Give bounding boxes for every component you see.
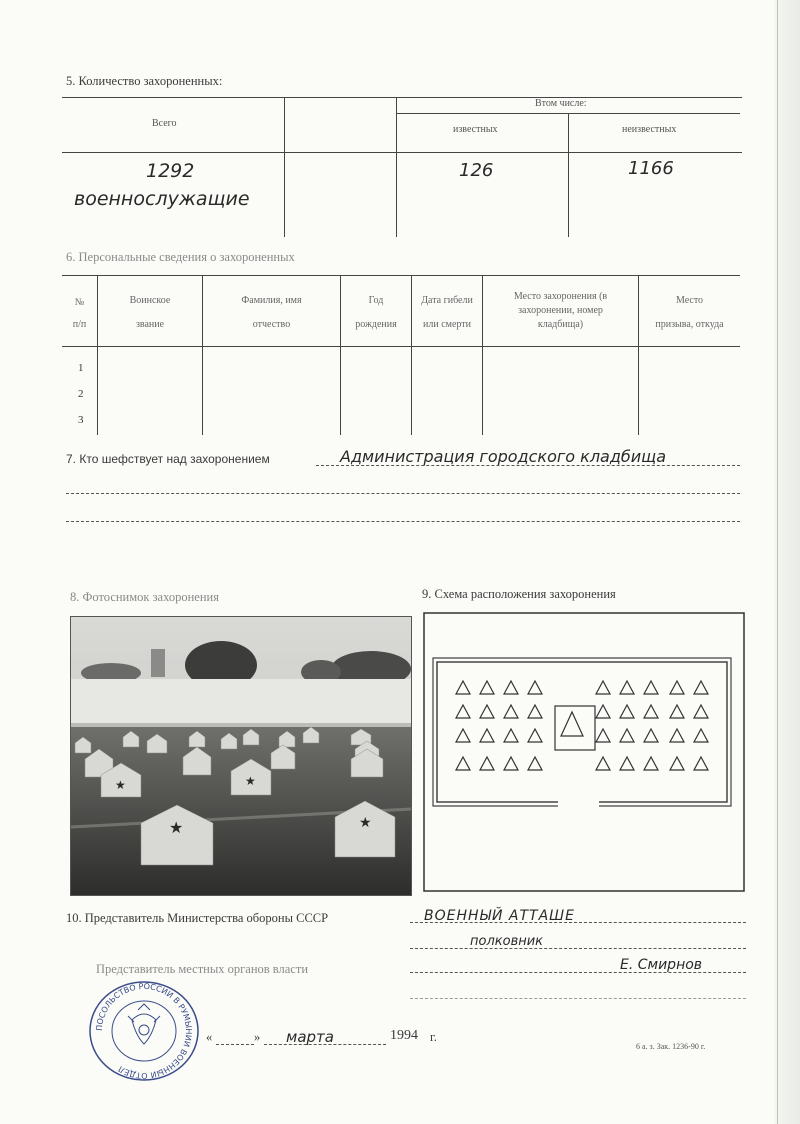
- grave-marker-right-1-2: [644, 705, 658, 718]
- svg-text:★: ★: [359, 815, 372, 831]
- page-edge-line: [777, 0, 778, 1124]
- grave-marker-left-0-0: [456, 681, 470, 694]
- grave-marker-right-2-2: [644, 729, 658, 742]
- known-value: 126: [459, 160, 494, 181]
- burial-layout-scheme: [423, 612, 745, 892]
- grave-marker-left-3-3: [528, 757, 542, 770]
- unknown-value: 1166: [628, 158, 674, 179]
- grave-marker-left-1-3: [528, 705, 542, 718]
- burial-photo-image: [71, 617, 411, 895]
- grave-marker-left-1-1: [480, 705, 494, 718]
- signatory-name: Е. Смирнов: [620, 957, 703, 973]
- total-value: 1292: [146, 160, 195, 182]
- grave-marker-right-2-1: [620, 729, 634, 742]
- col-unknown-header: неизвестных: [622, 124, 677, 135]
- row-number-3: 3: [78, 414, 84, 426]
- grave-marker-right-1-3: [670, 705, 684, 718]
- grave-marker-right-0-3: [670, 681, 684, 694]
- total-note: военнослужащие: [74, 188, 250, 210]
- grave-marker-right-0-2: [644, 681, 658, 694]
- grave-marker-left-0-2: [504, 681, 518, 694]
- grave-marker-left-2-0: [456, 729, 470, 742]
- section7-line-2: [66, 493, 740, 495]
- header-full-name: Фамилия, имя отчество: [241, 295, 302, 330]
- grave-marker-right-1-0: [596, 705, 610, 718]
- grave-marker-right-3-1: [620, 757, 634, 770]
- print-order-code: 6 а. з. Зак. 1236-90 г.: [636, 1042, 706, 1051]
- grave-marker-left-2-3: [528, 729, 542, 742]
- header-number: № п/п: [72, 297, 87, 330]
- grave-marker-right-3-2: [644, 757, 658, 770]
- svg-text:★: ★: [115, 778, 126, 792]
- section10-label: 10. Представитель Министерства обороны СССР: [66, 911, 329, 925]
- grave-marker-left-3-0: [456, 757, 470, 770]
- attache-rank: полковник: [470, 934, 544, 949]
- grave-marker-right-0-4: [694, 681, 708, 694]
- date-quote-close: »: [254, 1030, 261, 1044]
- col-including-header: Втом числе:: [535, 98, 587, 109]
- grave-marker-right-2-3: [670, 729, 684, 742]
- svg-text:★: ★: [169, 818, 184, 837]
- section10-line-4: [410, 998, 746, 1000]
- header-burial-place: Место захоронения (в захоронении, номер кладбища): [513, 291, 608, 330]
- header-draft-place: Место призыва, откуда: [655, 295, 724, 330]
- date-month: марта: [286, 1028, 334, 1046]
- attache-title: ВОЕННЫЙ АТТАШЕ: [424, 908, 575, 924]
- col-total-header: Всего: [152, 118, 177, 129]
- burial-photo: [70, 616, 412, 896]
- grave-marker-left-3-2: [504, 757, 518, 770]
- section6-title: 6. Персональные сведения о захороненных: [66, 250, 295, 264]
- table5-header-line: [62, 152, 742, 153]
- date-day-line: [216, 1044, 254, 1046]
- section7-line-1: [316, 465, 740, 467]
- local-authority-label: Представитель местных органов власти: [96, 962, 309, 976]
- date-year: 1994: [390, 1028, 418, 1043]
- grave-marker-right-3-4: [694, 757, 708, 770]
- grave-marker-right-1-1: [620, 705, 634, 718]
- header-death-date: Дата гибели или смерти: [421, 295, 473, 330]
- grave-marker-right-2-4: [694, 729, 708, 742]
- date-month-line: [264, 1044, 386, 1046]
- date-suffix: г.: [430, 1030, 437, 1044]
- grave-marker-right-2-0: [596, 729, 610, 742]
- grave-marker-right-3-3: [670, 757, 684, 770]
- col-known-header: известных: [453, 124, 498, 135]
- date-quote-open: «: [206, 1030, 213, 1044]
- header-birth-year: Год рождения: [355, 295, 397, 330]
- row-number-2: 2: [78, 388, 84, 400]
- section5-title: 5. Количество захороненных:: [66, 74, 223, 88]
- header-rank: Воинское звание: [129, 295, 171, 330]
- section7-label: 7. Кто шефствует над захоронением: [66, 452, 270, 466]
- table5-vline-3: [568, 113, 569, 237]
- table5-top-line: [62, 97, 742, 98]
- section10-line-2: [410, 948, 746, 950]
- stamp-seal: [88, 980, 200, 1082]
- embassy-stamp: [88, 980, 200, 1082]
- grave-marker-right-0-0: [596, 681, 610, 694]
- grave-marker-left-2-2: [504, 729, 518, 742]
- section8-title: 8. Фотоснимок захоронения: [70, 590, 219, 604]
- grave-marker-left-0-1: [480, 681, 494, 694]
- table5-vline-2: [396, 97, 397, 237]
- grave-marker-right-1-4: [694, 705, 708, 718]
- row-number-1: 1: [78, 362, 84, 374]
- grave-marker-left-1-0: [456, 705, 470, 718]
- scheme-drawing: [423, 612, 745, 892]
- grave-marker-left-3-1: [480, 757, 494, 770]
- section9-title: 9. Схема расположения захоронения: [422, 587, 616, 601]
- grave-marker-right-3-0: [596, 757, 610, 770]
- section7-line-3: [66, 521, 740, 523]
- sponsor-value: Администрация городского кладбища: [340, 447, 667, 466]
- grave-marker-left-2-1: [480, 729, 494, 742]
- section10-line-3: [410, 972, 746, 974]
- svg-text:ПОСОЛЬСТВО РОССИИ В РУМЫНИИ ВО: ПОСОЛЬСТВО РОССИИ В РУМЫНИИ ВОЕННЫЙ ОТДЕЛ: [94, 981, 194, 1081]
- svg-text:★: ★: [245, 774, 256, 788]
- grave-marker-left-0-3: [528, 681, 542, 694]
- section10-line-1: [410, 922, 746, 924]
- grave-marker-left-1-2: [504, 705, 518, 718]
- grave-marker-right-0-1: [620, 681, 634, 694]
- table5-vline-1: [284, 97, 285, 237]
